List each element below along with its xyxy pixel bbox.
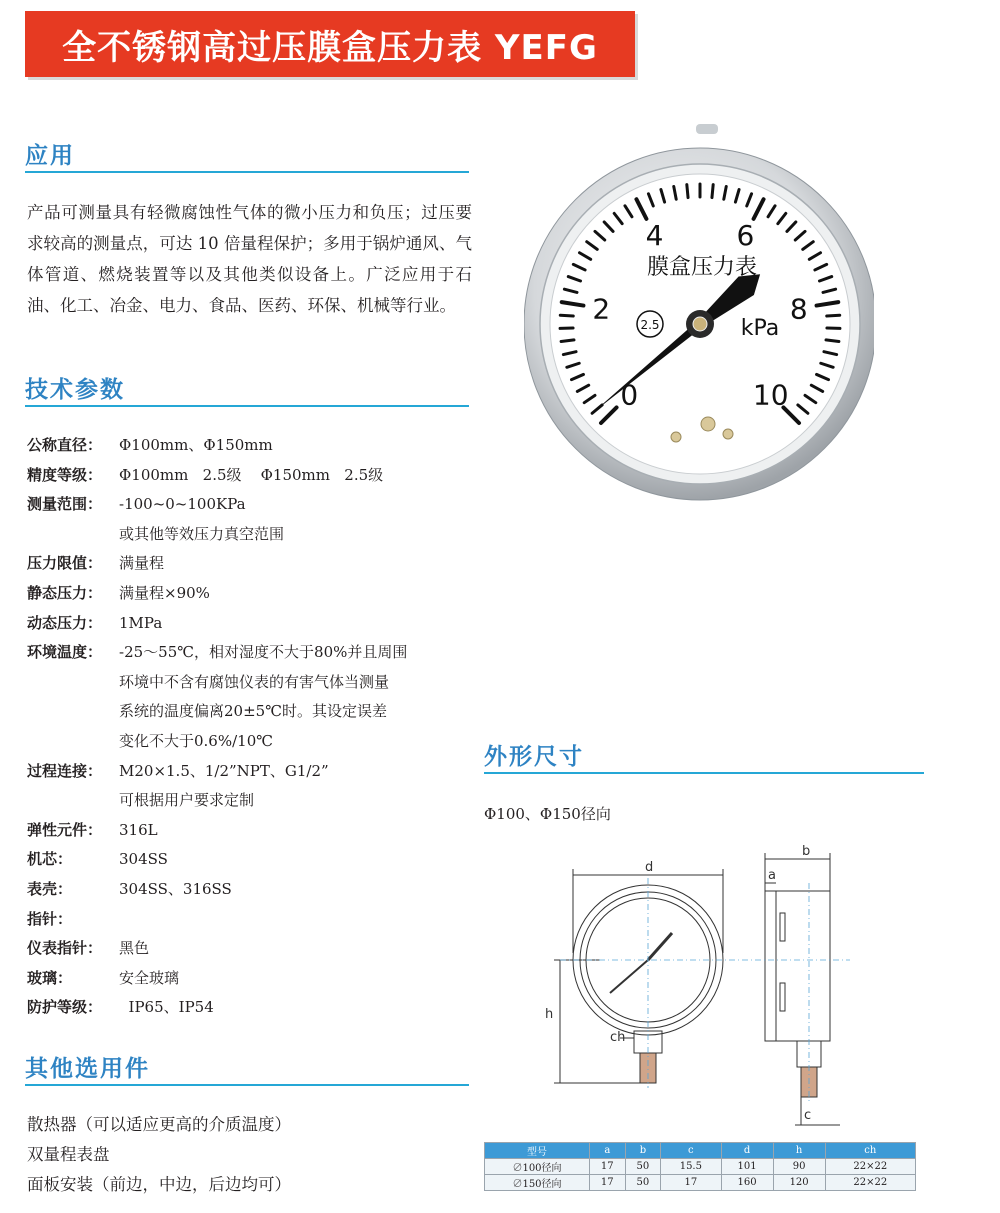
spec-value-line: Φ100mm、Φ150mm (119, 436, 273, 454)
pressure-gauge-image (524, 122, 874, 502)
pointer-cap (693, 317, 707, 331)
table-row (485, 1175, 916, 1191)
option-item: 面板安装（前边，中边，后边均可） (27, 1175, 291, 1194)
spec-label: 过程连接： (27, 761, 103, 780)
table-cell: 22×22 (825, 1175, 915, 1191)
spec-label: 测量范围： (27, 495, 103, 514)
spec-value (119, 845, 477, 875)
spec-value-line: 316L (119, 820, 158, 839)
spec-value (119, 579, 477, 609)
option-item: 散热器（可以适应更高的介质温度） (27, 1115, 291, 1134)
stem-top (696, 124, 718, 134)
dial-label: 膜盒压力表 (646, 255, 758, 280)
spec-value (119, 757, 477, 816)
table-header-cell: ch (825, 1143, 915, 1159)
side-slot (780, 913, 785, 941)
spec-value (119, 490, 477, 549)
table-cell: 15.5 (661, 1159, 721, 1175)
minor-tick (560, 315, 573, 316)
spec-label: 精度等级： (27, 465, 103, 484)
table-cell: 17 (590, 1175, 626, 1191)
spec-label: 弹性元件： (27, 820, 103, 839)
screw (723, 429, 733, 439)
spec-value-line: 满量程 (119, 554, 165, 573)
spec-value-line: M20×1.5、1/2”NPT、G1/2” (119, 761, 329, 780)
side-case (765, 891, 830, 1041)
spec-label: 压力限值： (27, 554, 103, 573)
spec-value (119, 461, 477, 491)
section-heading-dimensions (484, 742, 924, 774)
table-header-cell: d (721, 1143, 773, 1159)
section-title: 其他选用件 (25, 1056, 150, 1082)
table-cell: 101 (721, 1159, 773, 1175)
spec-value-line: Φ100mm 2.5级 Φ150mm 2.5级 (119, 465, 384, 484)
spec-value (119, 638, 477, 756)
table-cell: 22×22 (825, 1159, 915, 1175)
unit-label: kPa (740, 316, 780, 341)
spec-label: 指针： (27, 909, 73, 928)
minor-tick (712, 185, 713, 198)
spec-label: 静态压力： (27, 583, 103, 602)
spec-value (119, 993, 477, 1023)
tick-label: 10 (752, 378, 789, 412)
spec-value (119, 964, 477, 994)
spec-label: 玻璃： (27, 968, 73, 987)
title-banner (25, 11, 635, 77)
spec-row (27, 431, 477, 461)
spec-value-line: 1MPa (119, 613, 163, 632)
spec-row (27, 964, 477, 994)
screw (701, 417, 715, 431)
table-cell: 50 (625, 1175, 661, 1191)
section-title: 技术参数 (25, 377, 125, 403)
dim-label-d: d (645, 860, 654, 875)
section-heading-tech (25, 375, 469, 407)
spec-value-line: 系统的温度偏离20±5℃时。其设定误差 (119, 702, 387, 721)
table-header-cell: a (590, 1143, 626, 1159)
spec-row (27, 579, 477, 609)
spec-value-line: 变化不大于0.6%/10℃ (119, 731, 274, 750)
tick-label: 0 (620, 378, 639, 412)
tick-label: 6 (736, 218, 755, 252)
table-cell: 17 (661, 1175, 721, 1191)
dimension-table (484, 1142, 916, 1191)
spec-label: 公称直径： (27, 436, 103, 454)
tick-label: 4 (645, 218, 664, 252)
table-header-cell: b (625, 1143, 661, 1159)
spec-row (27, 905, 477, 935)
spec-label: 防护等级： (27, 998, 103, 1017)
dim-label-h: h (545, 1007, 554, 1022)
spec-value-line: IP65、IP54 (119, 998, 214, 1017)
side-slot (780, 983, 785, 1011)
table-cell: 17 (590, 1159, 626, 1175)
spec-value (119, 905, 477, 935)
section-title: 应用 (25, 143, 75, 169)
dim-label-b: b (802, 844, 811, 859)
spec-value-line: 安全玻璃 (119, 968, 180, 987)
spec-value (119, 609, 477, 639)
dimension-drawing (540, 843, 860, 1128)
table-header-cell: h (773, 1143, 825, 1159)
spec-value-line: 黑色 (119, 939, 150, 958)
dim-label-c: c (804, 1108, 812, 1123)
drawing-pointer-tail (610, 960, 648, 993)
tick-label: 2 (592, 292, 611, 326)
page-title: 全不锈钢高过压膜盒压力表 YEFG (62, 27, 598, 68)
table-cell: 50 (625, 1159, 661, 1175)
spec-label: 表壳： (27, 879, 73, 898)
application-paragraph: 产品可测量具有轻微腐蚀性气体的微小压力和负压；过压要求较高的测量点，可达 10 倍量程保护；多用于锅炉通风、气体管道、燃烧装置等以及其他类似设备上。广泛应用于石油、化工、冶金、电力、食品、医药、环保、机械等行业。 (27, 203, 472, 315)
spec-label: 环境温度： (27, 643, 103, 662)
spec-value-line: 304SS、316SS (119, 879, 232, 898)
spec-row (27, 816, 477, 846)
table-cell: 120 (773, 1175, 825, 1191)
minor-tick (826, 340, 839, 342)
tick-label: 8 (789, 292, 808, 326)
spec-row (27, 461, 477, 491)
spec-row (27, 549, 477, 579)
spec-value-line: -25～55℃，相对湿度不大于80%并且周围 (119, 643, 408, 662)
spec-value-line: 或其他等效压力真空范围 (119, 524, 285, 543)
spec-row (27, 757, 477, 816)
section-heading-options (25, 1054, 469, 1086)
spec-value (119, 875, 477, 905)
spec-value (119, 549, 477, 579)
spec-value-line: 可根据用户要求定制 (119, 791, 255, 810)
spec-row (27, 993, 477, 1023)
spec-value (119, 431, 477, 461)
section-heading-application (25, 141, 469, 173)
spec-value-line: 304SS (119, 850, 168, 869)
table-cell: ∅100径向 (485, 1159, 590, 1175)
dim-label-a: a (768, 868, 776, 883)
spec-row (27, 609, 477, 639)
spec-row (27, 490, 477, 549)
spec-value (119, 934, 477, 964)
class-mark: 2.5 (640, 318, 660, 332)
spec-list (27, 431, 477, 1023)
dim-label-ch: ch (610, 1030, 626, 1045)
drawing-pointer (648, 933, 672, 960)
minor-tick (827, 315, 840, 316)
spec-label: 动态压力： (27, 613, 103, 632)
option-item: 双量程表盘 (27, 1145, 110, 1164)
table-header-cell: c (661, 1143, 721, 1159)
spec-value-line: -100~0~100KPa (119, 495, 246, 514)
spec-row (27, 845, 477, 875)
table-header-cell: 型号 (485, 1143, 590, 1159)
options-list (27, 1110, 291, 1200)
spec-row (27, 638, 477, 756)
table-cell: ∅150径向 (485, 1175, 590, 1191)
dimension-note: Φ100、Φ150径向 (484, 805, 611, 823)
table-row (485, 1159, 916, 1175)
spec-value-line: 环境中不含有腐蚀仪表的有害气体当测量 (119, 672, 390, 691)
table-cell: 160 (721, 1175, 773, 1191)
spec-value (119, 816, 477, 846)
section-title: 外形尺寸 (484, 744, 584, 770)
spec-row (27, 875, 477, 905)
table-header-row (485, 1143, 916, 1159)
spec-label: 仪表指针： (27, 939, 103, 958)
table-cell: 90 (773, 1159, 825, 1175)
spec-value-line: 满量程×90% (119, 583, 210, 602)
spec-row (27, 934, 477, 964)
screw (671, 432, 681, 442)
minor-tick (687, 185, 688, 198)
spec-label: 机芯： (27, 850, 73, 869)
minor-tick (561, 340, 574, 342)
